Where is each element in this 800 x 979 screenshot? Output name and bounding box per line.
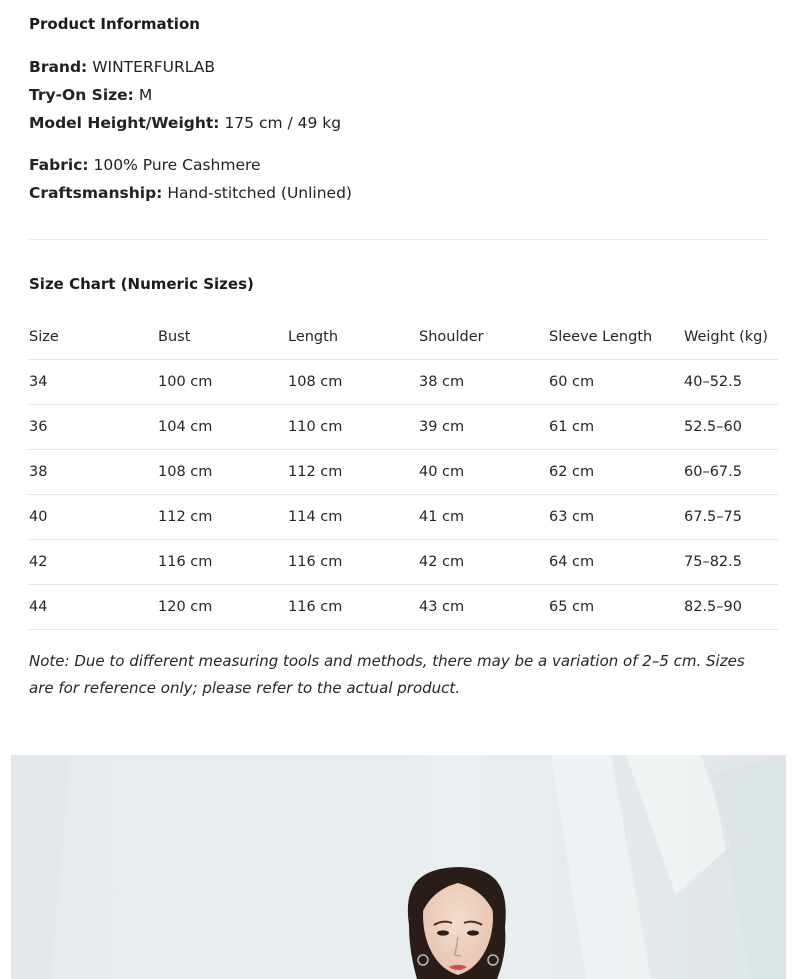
header-sleeve-length: Sleeve Length xyxy=(549,315,684,360)
cell-length: 108 cm xyxy=(288,360,419,405)
craftsmanship-value: Hand-stitched (Unlined) xyxy=(167,184,352,202)
cell-size: 40 xyxy=(29,495,158,540)
cell-size: 34 xyxy=(29,360,158,405)
cell-shoulder: 39 cm xyxy=(419,405,549,450)
cell-length: 114 cm xyxy=(288,495,419,540)
cell-length: 116 cm xyxy=(288,540,419,585)
model-label: Model Height/Weight: xyxy=(29,114,220,132)
brand-line xyxy=(29,58,215,76)
cell-weight: 82.5–90 xyxy=(684,585,778,630)
cell-weight: 75–82.5 xyxy=(684,540,778,585)
model-value: 175 cm / 49 kg xyxy=(224,114,342,132)
cell-sleeve-length: 65 cm xyxy=(549,585,684,630)
cell-weight: 67.5–75 xyxy=(684,495,778,540)
table-row xyxy=(29,405,778,450)
model-photo xyxy=(11,755,786,979)
product-info-title: Product Information xyxy=(29,15,200,33)
cell-shoulder: 42 cm xyxy=(419,540,549,585)
craftsmanship-label: Craftsmanship: xyxy=(29,184,163,202)
cell-length: 116 cm xyxy=(288,585,419,630)
cell-shoulder: 38 cm xyxy=(419,360,549,405)
header-weight: Weight (kg) xyxy=(684,315,778,360)
try-on-size-line xyxy=(29,86,152,104)
table-row xyxy=(29,495,778,540)
cell-weight: 52.5–60 xyxy=(684,405,778,450)
cell-size: 36 xyxy=(29,405,158,450)
table-row xyxy=(29,540,778,585)
size-chart-title: Size Chart (Numeric Sizes) xyxy=(29,275,254,293)
cell-weight: 40–52.5 xyxy=(684,360,778,405)
fabric-value: 100% Pure Cashmere xyxy=(93,156,261,174)
cell-sleeve-length: 63 cm xyxy=(549,495,684,540)
cell-sleeve-length: 62 cm xyxy=(549,450,684,495)
model-photo-icon xyxy=(11,755,786,979)
cell-sleeve-length: 61 cm xyxy=(549,405,684,450)
cell-bust: 104 cm xyxy=(158,405,288,450)
cell-length: 110 cm xyxy=(288,405,419,450)
cell-shoulder: 43 cm xyxy=(419,585,549,630)
cell-size: 38 xyxy=(29,450,158,495)
table-row xyxy=(29,360,778,405)
brand-value: WINTERFURLAB xyxy=(92,58,215,76)
table-row xyxy=(29,585,778,630)
header-size: Size xyxy=(29,315,158,360)
cell-bust: 108 cm xyxy=(158,450,288,495)
cell-length: 112 cm xyxy=(288,450,419,495)
try-on-size-label: Try-On Size: xyxy=(29,86,134,104)
size-chart-header-row xyxy=(29,315,778,360)
brand-label: Brand: xyxy=(29,58,88,76)
craftsmanship-line xyxy=(29,184,352,202)
fabric-label: Fabric: xyxy=(29,156,89,174)
cell-bust: 100 cm xyxy=(158,360,288,405)
try-on-size-value: M xyxy=(138,86,153,104)
cell-shoulder: 40 cm xyxy=(419,450,549,495)
fabric-line xyxy=(29,156,261,174)
cell-bust: 112 cm xyxy=(158,495,288,540)
header-length: Length xyxy=(288,315,419,360)
cell-size: 44 xyxy=(29,585,158,630)
cell-weight: 60–67.5 xyxy=(684,450,778,495)
cell-bust: 120 cm xyxy=(158,585,288,630)
cell-size: 42 xyxy=(29,540,158,585)
cell-sleeve-length: 64 cm xyxy=(549,540,684,585)
section-divider xyxy=(29,239,768,240)
header-shoulder: Shoulder xyxy=(419,315,549,360)
model-line xyxy=(29,114,341,132)
table-row xyxy=(29,450,778,495)
cell-shoulder: 41 cm xyxy=(419,495,549,540)
size-note: Note: Due to different measuring tools and methods, there may be a variation of 2–5 cm. Sizes are for reference only; please refer to the actual product. xyxy=(29,652,745,697)
cell-sleeve-length: 60 cm xyxy=(549,360,684,405)
cell-bust: 116 cm xyxy=(158,540,288,585)
size-chart-table xyxy=(29,315,778,630)
header-bust: Bust xyxy=(158,315,288,360)
